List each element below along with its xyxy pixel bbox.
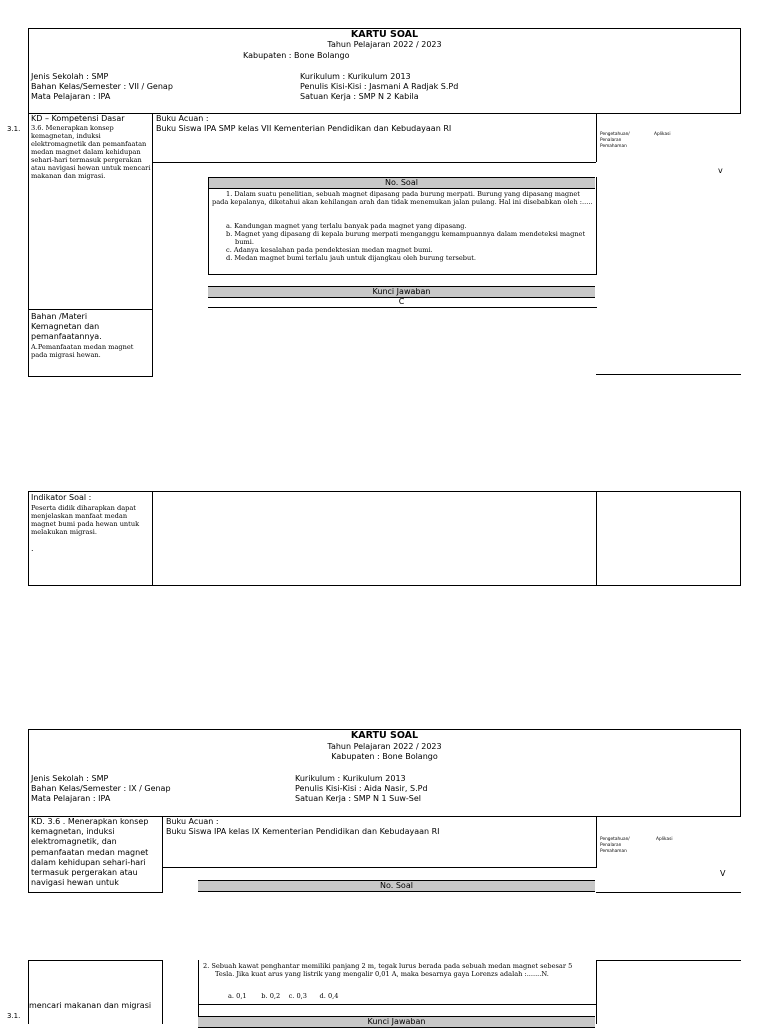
card2-option-c: c. 0,3 [288,992,307,1000]
card2-kd-text: KD. 3.6 . Menerapkan konsep kemagnetan, induksi elektromagnetik, dan pemanfaatan medan magnet dalam kehidupan sehari-hari termasuk pergerakan atau navigasi hewan untuk [31,817,149,888]
card2-kurikulum: Kurikulum : Kurikulum 2013 [295,774,406,783]
card2-jenis-sekolah: Jenis Sekolah : SMP [31,774,109,783]
level-penalaran: Penalaran [600,138,622,143]
indikator-label: Indikator Soal : [31,493,92,502]
card2-check-mark: V [720,869,726,878]
penulis-kisi-kisi: Penulis Kisi-Kisi : Jasmani A Radjak S.Pd [300,82,459,91]
card2-kunci-header: Kunci Jawaban [198,1016,595,1028]
jenis-sekolah: Jenis Sekolah : SMP [31,72,109,81]
indikator-text: Peserta didik diharapkan dapat menjelaskan manfaat medan magnet bumi pada hewan untuk melakukan migrasi. [31,504,140,536]
bahan-label: Bahan /Materi [31,312,88,321]
card2-option-b: b. 0,2 [261,992,281,1000]
bahan-line2: A.Pemanfaatan medan magnet pada migrasi hewan. [31,343,134,359]
card2-penulis: Penulis Kisi-Kisi : Aida Nasir, S.Pd [295,784,428,793]
mata-pelajaran: Mata Pelajaran : IPA [31,92,111,101]
kurikulum: Kurikulum : Kurikulum 2013 [300,72,411,81]
kunci-header: Kunci Jawaban [208,286,595,298]
question-stem: 1. Dalam suatu penelitian, sebuah magnet dipasang pada burung merpati. Burung yang dipasang magnet pada kepalanya, diketahui akan kehilangan arah dan tidak menemukan jalan pulang. Hal ini disebabkan oleh :..... [212,190,593,206]
bahan-kelas-semester: Bahan Kelas/Semester : VII / Genap [31,82,173,91]
card2-level-pemahaman: Pemahaman [600,849,627,854]
kd-text: 3.6. Menerapkan konsep kemagnetan, induksi elektromagnetik dan pemanfaatan medan magnet dalam kehidupan sehari-hari termasuk pergerakan atau navigasi hewan untuk mencari makanan dan migrasi. [31,124,151,180]
card2-kd-continued: mencari makanan dan migrasi [29,1001,152,1010]
card2-title: KARTU SOAL [350,730,419,741]
card2-mata-pelajaran: Mata Pelajaran : IPA [31,794,111,803]
kd-label: KD – Kompetensi Dasar [31,114,125,123]
card2-no-soal-header: No. Soal [198,880,595,892]
card2-level-penalaran: Penalaran [600,843,622,848]
card2-satuan-kerja: Satuan Kerja : SMP N 1 Suw-Sel [295,794,421,803]
card-year: Tahun Pelajaran 2022 / 2023 [327,40,442,49]
satuan-kerja: Satuan Kerja : SMP N 2 Kabila [300,92,419,101]
card2-year: Tahun Pelajaran 2022 / 2023 [327,742,442,751]
indikator-dot: . [31,544,34,553]
card2-side-number: 3.1. [7,1012,21,1020]
card2-district: Kabupaten : Bone Bolango [331,752,438,761]
level-pengetahuan: Pengetahuan/ [600,132,630,137]
check-mark: v [718,166,723,175]
question-options [226,222,593,262]
card2-buku-acuan-label: Buku Acuan : [166,817,219,826]
side-number: 3.1. [7,125,21,133]
card2-level-aplikasi: Aplikasi [656,837,673,842]
option-d: d. Medan magnet bumi terlalu jauh untuk dijangkau oleh burung tersebut. [226,254,477,262]
buku-acuan-text: Buku Siswa IPA SMP kelas VII Kementerian Pendidikan dan Kebudayaan RI [156,124,452,133]
card2-bahan-kelas: Bahan Kelas/Semester : IX / Genap [31,784,171,793]
buku-acuan-label: Buku Acuan : [156,114,209,123]
card2-question-options [228,992,588,1000]
option-a: a. Kandungan magnet yang terlalu banyak pada magnet yang dipasang. [226,222,467,230]
option-c: c. Adanya kesalahan pada pendektesian medan magnet bumi. [226,246,433,254]
card2-question-stem: 2. Sebuah kawat penghantar memiliki panjang 2 m, tegak lurus berada pada sebuah medan magnet sebesar 5 Tesla. Jika kuat arus yang listrik yang mengalir 0,01 A, maka besarnya gaya Lorenzs adalah :.......N. [203,962,573,978]
kunci-value: C [398,297,405,306]
card-district: Kabupaten : Bone Bolango [243,51,350,60]
card2-option-a: a. 0,1 [228,992,247,1000]
level-pemahaman: Pemahaman [600,144,627,149]
card2-buku-acuan-text: Buku Siswa IPA kelas IX Kementerian Pendidikan dan Kebudayaan RI [166,827,440,836]
card-title: KARTU SOAL [350,29,419,40]
card2-level-pengetahuan: Pengetahuan/ [600,837,630,842]
option-b: b. Magnet yang dipasang di kepala burung merpati menganggu kemampuannya dalam mendeteksi magnet bumi. [226,230,586,246]
bahan-line1: Kemagnetan dan pemanfaatannya. [31,322,102,341]
level-aplikasi: Aplikasi [654,132,671,137]
no-soal-header: No. Soal [208,177,595,189]
card2-option-d: d. 0,4 [319,992,339,1000]
